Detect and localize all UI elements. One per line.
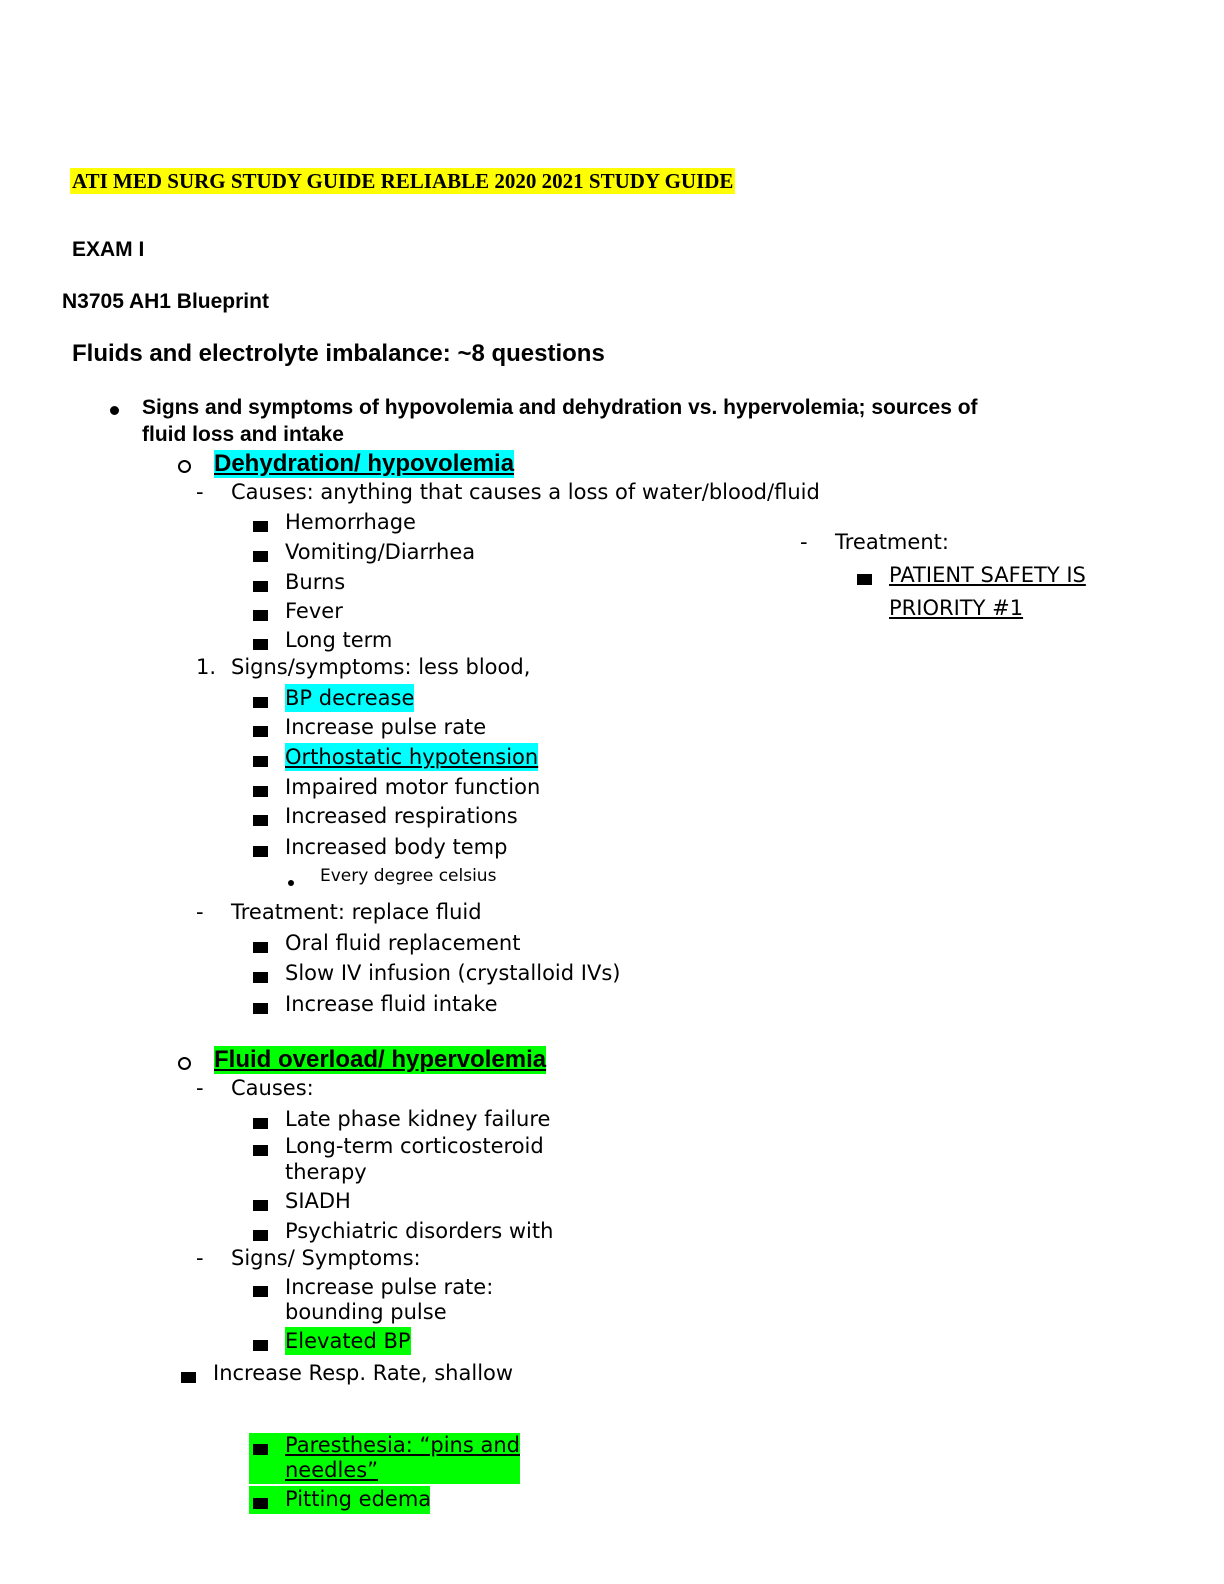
square-bullet bbox=[253, 940, 268, 958]
patient-safety-line2: PRIORITY #1 bbox=[889, 596, 1024, 620]
section-heading: Fluids and electrolyte imbalance: ~8 questions bbox=[72, 340, 605, 367]
dehydration-causes-label: Causes: anything that causes a loss of water/blood/fluid bbox=[231, 480, 820, 504]
square-bullet bbox=[253, 844, 268, 862]
square-bullet bbox=[181, 1370, 196, 1388]
square-bullet bbox=[253, 784, 268, 802]
square-bullet bbox=[253, 724, 268, 742]
overload-cause-item: Late phase kidney failure bbox=[285, 1107, 551, 1131]
pitting-edema-item: Pitting edema bbox=[285, 1487, 432, 1511]
cause-item: Long term bbox=[285, 628, 393, 652]
overload-cause-item-cont: therapy bbox=[285, 1160, 367, 1184]
cause-item: Vomiting/Diarrhea bbox=[285, 540, 476, 564]
square-bullet bbox=[253, 549, 268, 567]
paresthesia-item-cont: needles” bbox=[285, 1458, 379, 1482]
dehydration-signs-label: Signs/symptoms: less blood, bbox=[231, 655, 531, 679]
dash-marker: - bbox=[196, 900, 204, 924]
square-bullet bbox=[253, 1228, 268, 1246]
square-bullet bbox=[253, 608, 268, 626]
sign-item: Increase pulse rate bbox=[285, 715, 487, 739]
dash-marker: - bbox=[800, 530, 808, 554]
document-title: ATI MED SURG STUDY GUIDE RELIABLE 2020 2021 STUDY GUIDE bbox=[72, 169, 734, 193]
square-bullet bbox=[253, 1001, 268, 1019]
sign-item: Impaired motor function bbox=[285, 775, 541, 799]
overload-signs-label: Signs/ Symptoms: bbox=[231, 1246, 421, 1270]
small-bullet bbox=[288, 873, 294, 891]
treatment-item: Oral fluid replacement bbox=[285, 931, 521, 955]
cause-item: Burns bbox=[285, 570, 346, 594]
paresthesia-item: Paresthesia: “pins and bbox=[285, 1433, 520, 1457]
patient-safety-line1: PATIENT SAFETY IS bbox=[889, 563, 1086, 587]
sign-sub-item: Every degree celsius bbox=[320, 866, 497, 886]
square-bullet bbox=[253, 1198, 268, 1216]
square-bullet bbox=[253, 1116, 268, 1134]
overload-sign-item-cont: bounding pulse bbox=[285, 1300, 447, 1324]
square-bullet bbox=[253, 519, 268, 537]
square-bullet bbox=[253, 1442, 268, 1460]
main-bullet-line2: fluid loss and intake bbox=[142, 423, 344, 446]
exam-heading: EXAM I bbox=[72, 238, 145, 261]
main-bullet-marker bbox=[110, 402, 119, 420]
dash-marker: - bbox=[196, 1246, 204, 1270]
sign-item: BP decrease bbox=[285, 686, 415, 710]
square-bullet bbox=[253, 813, 268, 831]
dehydration-treatment-label: Treatment: replace fluid bbox=[231, 900, 482, 924]
dehydration-heading: Dehydration/ hypovolemia bbox=[214, 450, 515, 477]
circle-bullet bbox=[178, 460, 191, 478]
main-bullet-line1: Signs and symptoms of hypovolemia and dehydration vs. hypervolemia; sources of bbox=[142, 396, 978, 419]
cause-item: Hemorrhage bbox=[285, 510, 416, 534]
blueprint-heading: N3705 AH1 Blueprint bbox=[62, 290, 269, 313]
square-bullet bbox=[253, 970, 268, 988]
square-bullet bbox=[253, 637, 268, 655]
treatment-item: Increase fluid intake bbox=[285, 992, 498, 1016]
square-bullet bbox=[857, 572, 872, 590]
square-bullet bbox=[253, 1496, 268, 1514]
overload-cause-item: SIADH bbox=[285, 1189, 351, 1213]
dash-marker: - bbox=[196, 480, 204, 504]
square-bullet bbox=[253, 754, 268, 772]
sign-item: Increased body temp bbox=[285, 835, 508, 859]
overload-resp-item: Increase Resp. Rate, shallow bbox=[213, 1361, 514, 1385]
square-bullet bbox=[253, 1143, 268, 1161]
treatment-item: Slow IV infusion (crystalloid IVs) bbox=[285, 961, 621, 985]
number-marker: 1. bbox=[196, 655, 217, 679]
square-bullet bbox=[253, 579, 268, 597]
overload-causes-label: Causes: bbox=[231, 1076, 314, 1100]
cause-item: Fever bbox=[285, 599, 343, 623]
circle-bullet bbox=[178, 1057, 191, 1075]
overload-sign-item: Elevated BP bbox=[285, 1329, 411, 1353]
dash-marker: - bbox=[196, 1076, 204, 1100]
overload-sign-item: Increase pulse rate: bbox=[285, 1275, 494, 1299]
overload-heading: Fluid overload/ hypervolemia bbox=[214, 1046, 547, 1073]
overload-cause-item: Psychiatric disorders with bbox=[285, 1219, 554, 1243]
sign-item: Increased respirations bbox=[285, 804, 518, 828]
sign-item: Orthostatic hypotension bbox=[285, 745, 539, 769]
overload-cause-item: Long-term corticosteroid bbox=[285, 1134, 544, 1158]
square-bullet bbox=[253, 1284, 268, 1302]
square-bullet bbox=[253, 1338, 268, 1356]
right-treatment-label: Treatment: bbox=[835, 530, 949, 554]
square-bullet bbox=[253, 695, 268, 713]
